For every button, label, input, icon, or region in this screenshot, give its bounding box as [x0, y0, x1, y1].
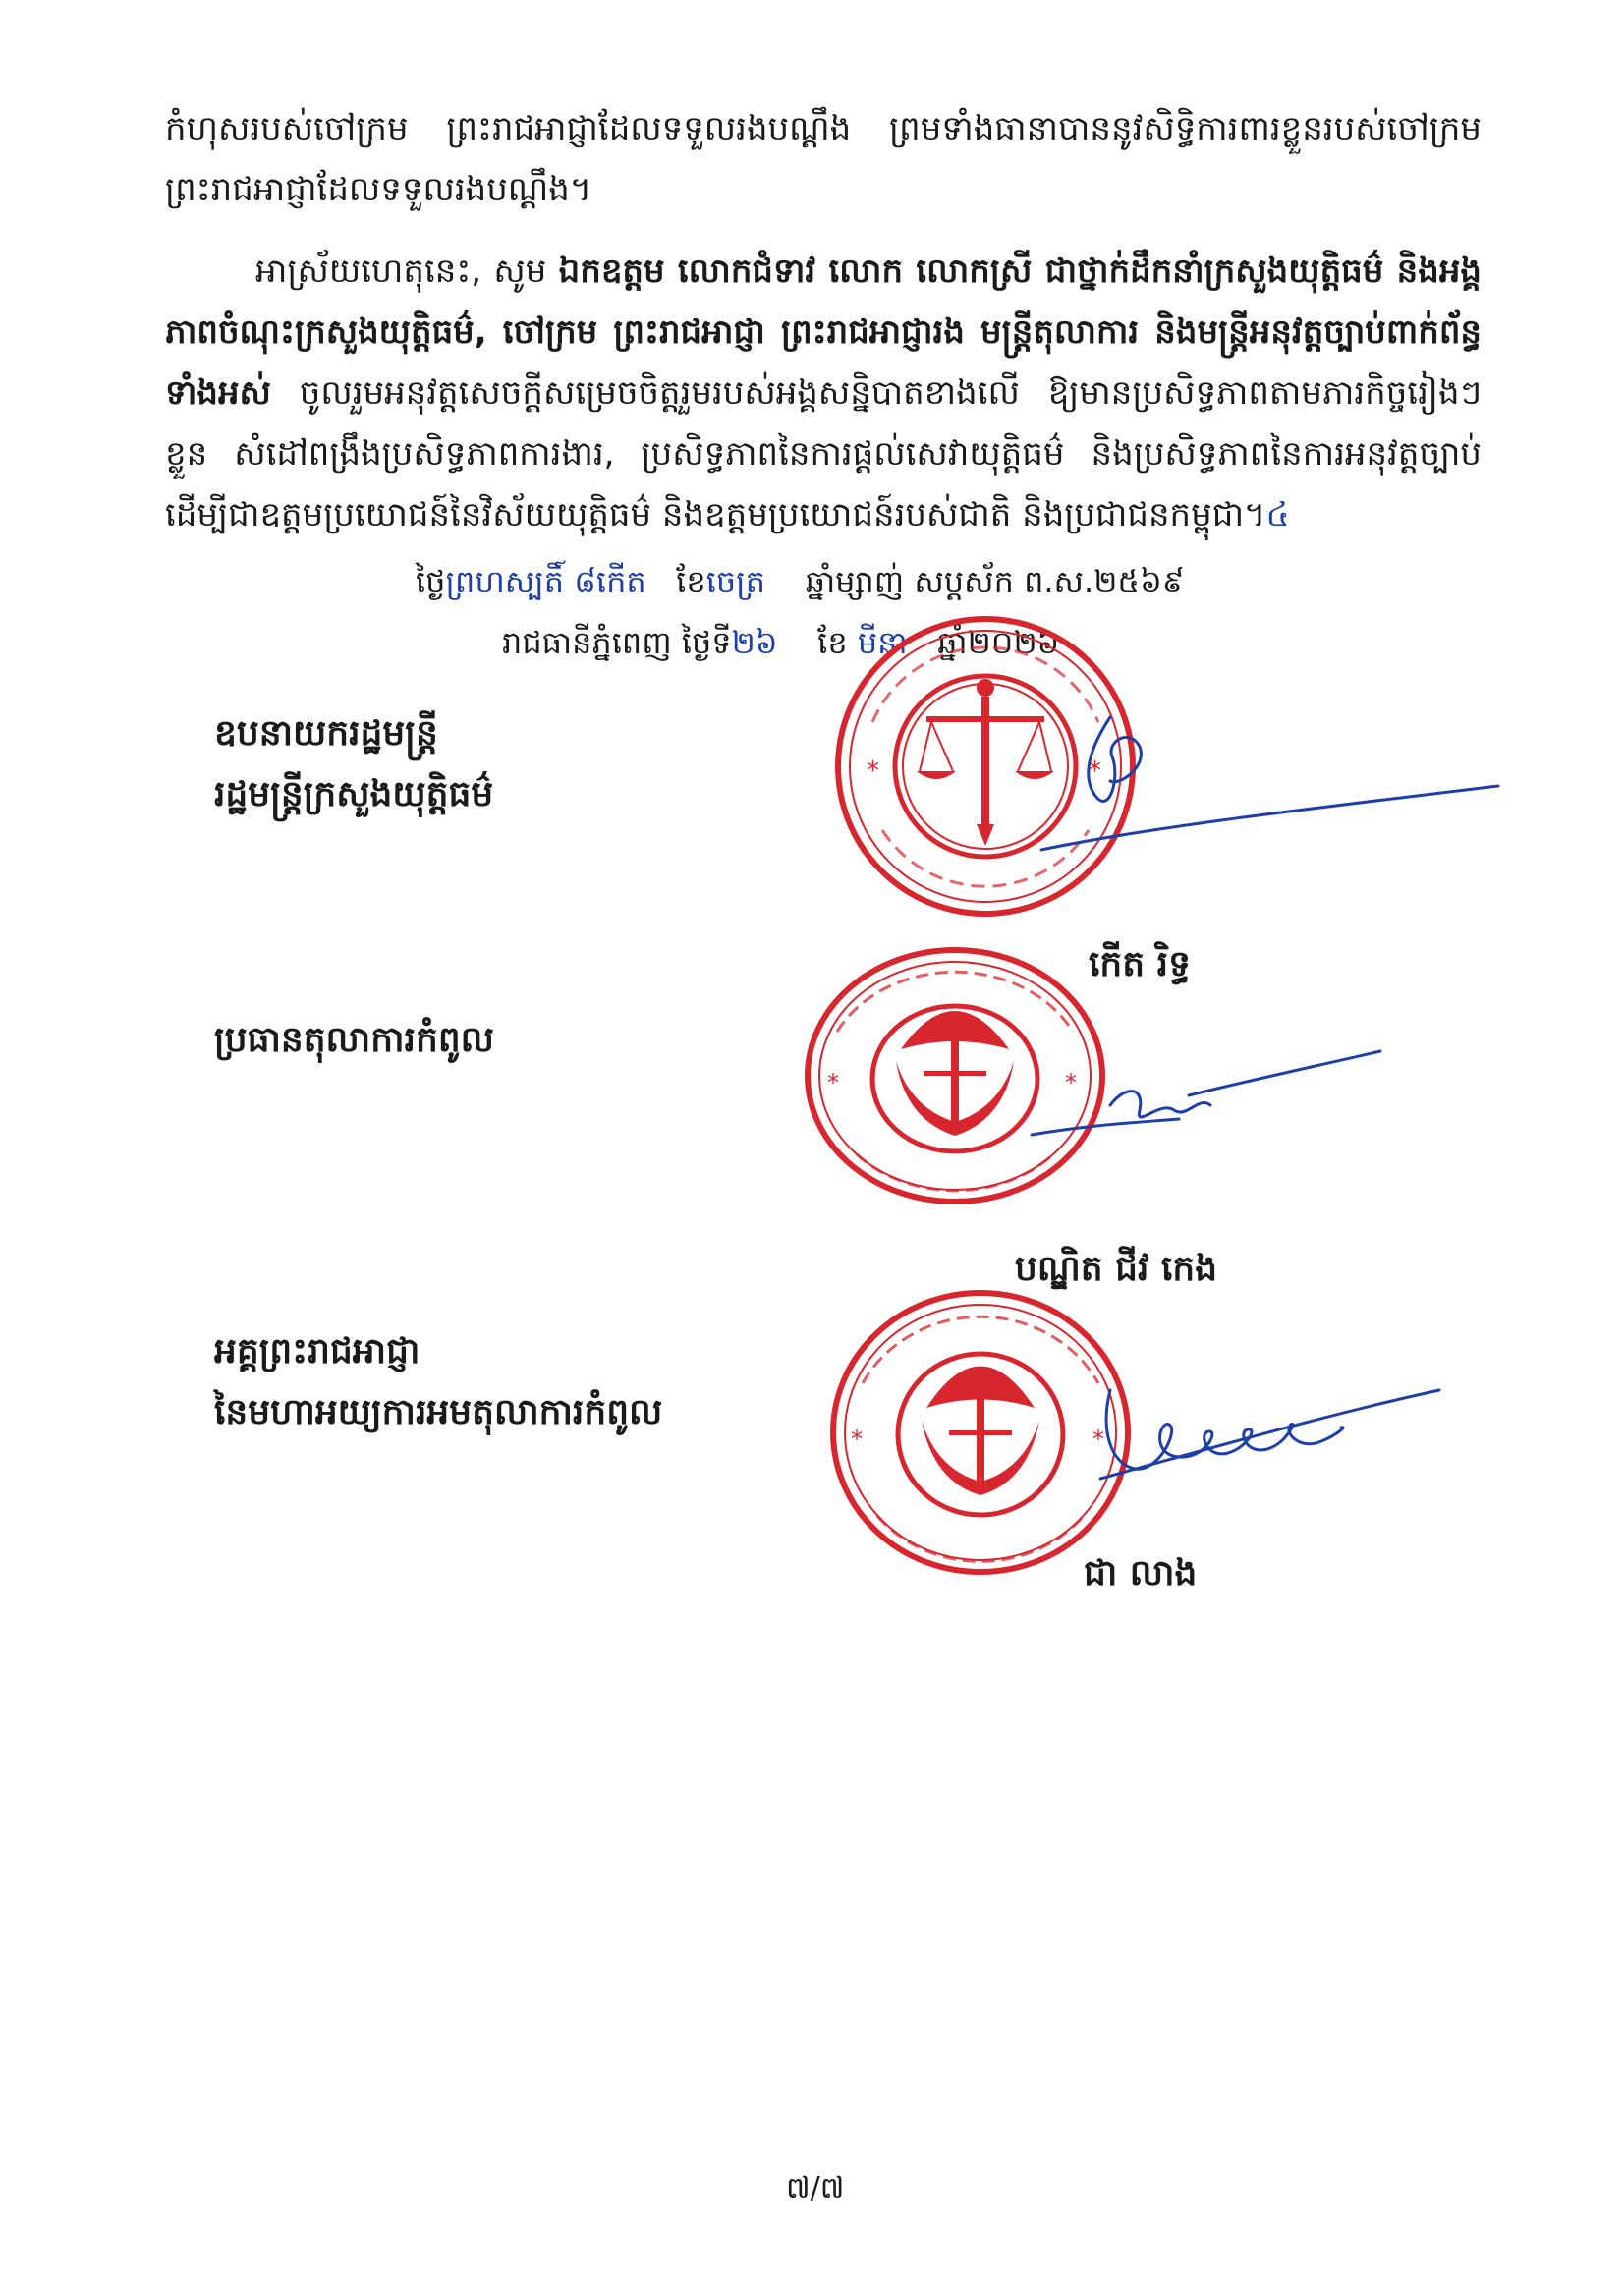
signatory-1-name: កើត រិទ្ធ	[1089, 944, 1191, 984]
paragraph-2-addressees: ឯកឧត្តម លោកជំទាវ លោក លោកស្រី ជាថ្នាក់ដឹកនាំក្រសួងយុត្តិធម៌ និងអង្គភាពចំណុះក្រសួងយុត្តិធម៌, ចៅក្រម ព្រះរាជអាជ្ញា ព្រះរាជអាជ្ញារង មន្ត្រីតុលាការ និងមន្ត្រីអនុវត្តច្បាប់ពាក់ព័ន្ធទាំងអស់	[165, 252, 1482, 413]
place-prefix: រាជធានីភ្នំពេញ ថ្ងៃទី	[502, 624, 732, 661]
signatory-1-title-line-1: ឧបនាយករដ្ឋមន្ត្រី	[214, 713, 438, 754]
page-number: ៧/៧	[786, 2171, 845, 2206]
svg-text:*: *	[851, 1426, 863, 1453]
lunar-month: ចេត្រ	[705, 563, 765, 600]
svg-text:*: *	[867, 756, 879, 786]
svg-text:*: *	[1065, 1069, 1077, 1096]
signatory-3-title-line-1: អគ្គព្រះរាជអាជ្ញា	[214, 1331, 420, 1372]
paragraph-2-lead: អាស្រ័យហេតុនេះ, សូម	[255, 252, 559, 291]
lunar-day: ព្រហស្បតិ៍ ៨កើត	[445, 563, 646, 600]
paragraph-2-body: ចូលរួមអនុវត្តសេចក្ដីសម្រេចចិត្តរួមរបស់អង្គសន្និបាតខាងលើ ឱ្យមានប្រសិទ្ធភាពតាមភារកិច្ចរៀងៗខ្លួន សំដៅពង្រឹងប្រសិទ្ធភាពការងារ, ប្រសិទ្ធភាពនៃការផ្ដល់សេវាយុត្តិធម៌ និងប្រសិទ្ធភាពនៃការអនុវត្តច្បាប់ ដើម្បីជាឧត្តមប្រយោជន៍នៃវិស័យយុត្តិធម៌ និងឧត្តមប្រយោជន៍របស់ជាតិ និងប្រជាជនកម្ពុជា។	[165, 373, 1482, 534]
signatory-2-title-line-1: ប្រធានតុលាការកំពូល	[214, 1020, 494, 1060]
date-month: មីនា	[857, 624, 908, 661]
svg-text:*: *	[1092, 1426, 1104, 1453]
signatory-1-title-line-2: រដ្ឋមន្ត្រីក្រសួងយុត្តិធម៌	[214, 774, 494, 814]
signature-1	[1041, 688, 1503, 855]
signatory-2-name: បណ្ឌិត ជីវ កេង	[1015, 1249, 1218, 1289]
lunar-date-prefix: ថ្ងៃ	[416, 563, 446, 600]
paragraph-1: កំហុសរបស់ចៅក្រម ព្រះរាជអាជ្ញាដែលទទួលរងបណ្ដឹង ព្រមទាំងធានាបាននូវសិទ្ធិការពារខ្លួនរបស់ចៅក្រម ព្រះរាជអាជ្ញាដែលទទួលរងបណ្ដឹង។	[165, 109, 1482, 209]
signatory-3-name: ជា លាង	[1084, 1553, 1198, 1594]
signatory-title-1	[214, 703, 493, 825]
signatory-title-2	[214, 1010, 494, 1071]
lunar-month-label: ខែ	[676, 563, 706, 600]
signature-2	[1032, 1046, 1385, 1154]
svg-text:*: *	[827, 1069, 839, 1096]
signatory-title-3	[214, 1321, 662, 1443]
lunar-year: ឆ្នាំម្សាញ់ សប្តស័ក ព.ស.២៥៦៩	[805, 563, 1185, 600]
signatory-3-title-line-2: នៃមហាអយ្យការអមតុលាការកំពូល	[214, 1392, 663, 1432]
date-day: ២៦	[731, 624, 778, 661]
svg-text:*: *	[1089, 756, 1101, 786]
lunar-date-line	[416, 562, 1184, 608]
paragraph-2	[165, 241, 1482, 545]
initial-mark: ៤	[1265, 495, 1290, 534]
date-year: ឆ្នាំ២០២៦	[937, 624, 1060, 661]
signature-3	[1091, 1371, 1444, 1488]
month-label: ខែ	[817, 624, 848, 661]
